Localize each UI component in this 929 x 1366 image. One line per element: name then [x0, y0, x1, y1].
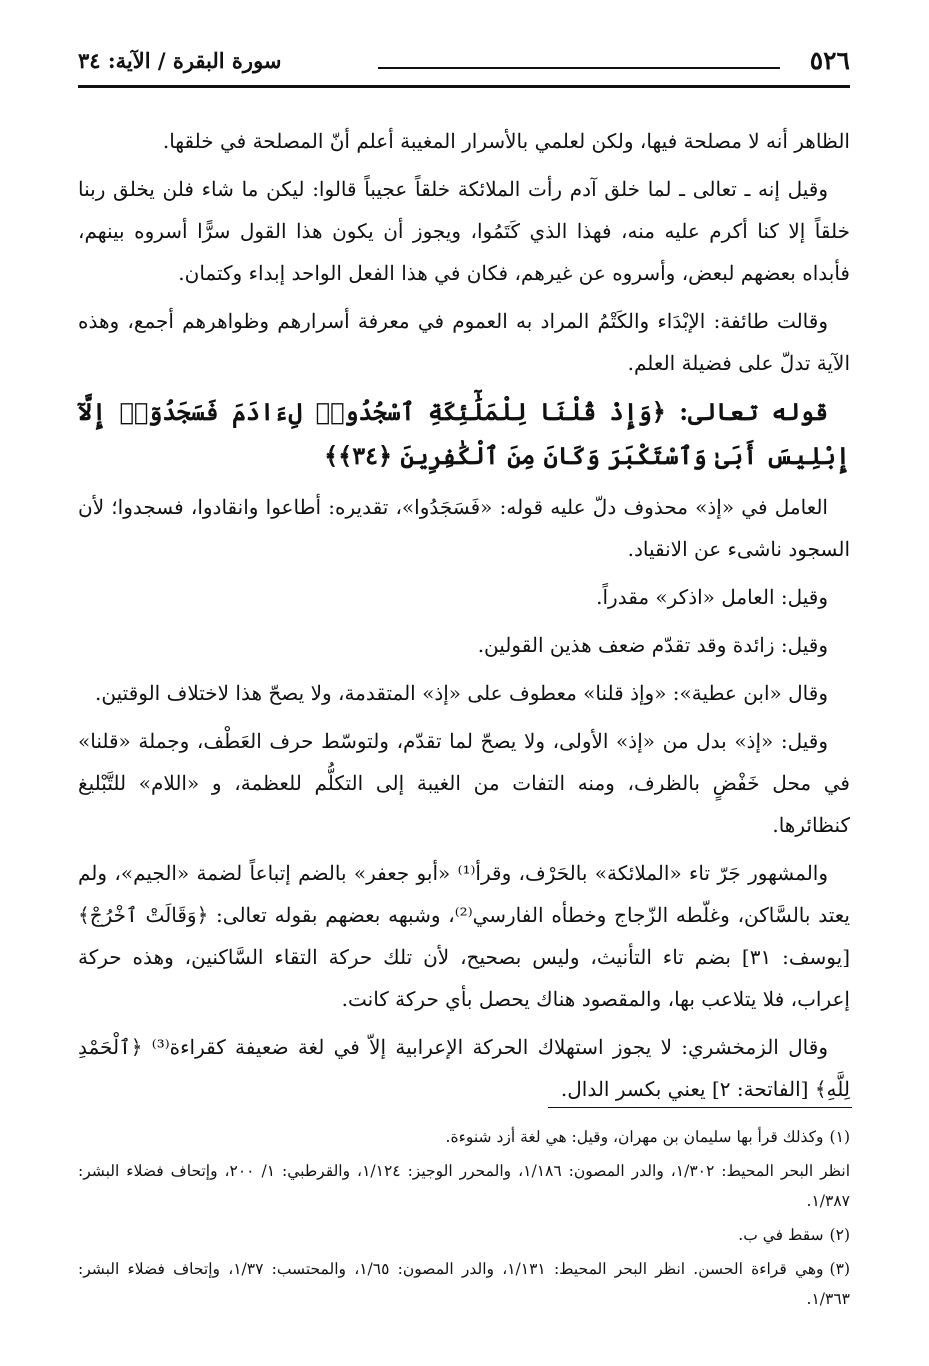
header-rule	[78, 85, 850, 88]
footnotes	[78, 1122, 850, 1318]
quran-verse: قوله تعالى: ﴿وَإِذْ قُلْنَا لِلْمَلَٰٓئِكَةِ ٱسْجُدُوا۟ لِءَادَمَ فَسَجَدُوٓا۟ إِلَّآ إِبْلِيسَ أَبَىٰ وَٱسْتَكْبَرَ وَكَانَ مِنَ ٱلْكَٰفِرِينَ ﴿٣٤﴾﴾	[78, 397, 850, 470]
footnote-text: انظر البحر المحيط: ١/٣٠٢، والدر المصون: ١/١٨٦، والمحرر الوجيز: ١/١٢٤، والقرطبي: ١/ ٢٠٠، وإتحاف فضلاء البشر: ١/٣٨٧.	[78, 1162, 851, 1210]
paragraph: وقيل: العامل «اذكر» مقدراً.	[596, 585, 828, 609]
footnote-separator	[548, 1107, 852, 1108]
paragraph: الظاهر أنه لا مصلحة فيها، ولكن لعلمي بالأسرار المغيبة أعلم أنّ المصلحة في خلقها.	[162, 129, 850, 153]
footnote-number: (٣)	[829, 1260, 850, 1278]
paragraph: وقال الزمخشري: لا يجوز استهلاك الحركة الإعرابية إلاّ في لغة ضعيفة كقراءة⁽³⁾ ﴿ٱلْحَمْدِ لِلَّهِ﴾ [الفاتحة: ٢] يعني بكسر الدال.	[78, 1035, 850, 1101]
header-divider-short	[378, 67, 780, 69]
paragraph: وقيل: «إذ» بدل من «إذ» الأولى، ولا يصحّ لما تقدّم، ولتوسّط حرف العَطْف، وجملة «قلنا» في محل خَفْضٍ بالظرف، ومنه التفات من الغيبة إلى التكلُّم للعظمة، و «اللام» للتَّبْليغ كنظائرها.	[78, 729, 850, 837]
paragraph: وقالت طائفة: الإبْدَاء والكَتْمُ المراد به العموم في معرفة أسرارهم وظواهرهم أجمع، وهذه الآية تدلّ على فضيلة العلم.	[78, 309, 850, 375]
page-number: ٥٢٦	[809, 46, 850, 75]
page-header	[78, 44, 850, 88]
footnote-number: (١)	[829, 1128, 850, 1146]
footnote	[78, 1220, 850, 1250]
paragraph: والمشهور جَرّ تاء «الملائكة» بالحَرْف، وقرأ⁽¹⁾ «أبو جعفر» بالضم إتباعاً لضمة «الجيم»، ولم يعتد بالسَّاكن، وغلّطه الزّجاج وخطأه الفارسي⁽²⁾، وشبهه بعضهم بقوله تعالى: ﴿وَقَالَتْ ٱخْرُجْ﴾ [يوسف: ٣١] بضم تاء التأنيث، وليس بصحيح، لأن تلك حركة التقاء السَّاكنين، وهذه حركة إعراب، فلا يتلاعب بها، والمقصود هناك يحصل بأي حركة كانت.	[78, 861, 850, 1011]
footnote	[78, 1122, 850, 1152]
paragraph: وقيل: زائدة وقد تقدّم ضعف هذين القولين.	[477, 633, 828, 657]
footnote	[78, 1156, 850, 1216]
paragraph: العامل في «إذ» محذوف دلّ عليه قوله: «فَسَجَدُوا»، تقديره: أطاعوا وانقادوا، فسجدوا؛ لأن السجود ناشىء عن الانقياد.	[78, 495, 850, 561]
paragraph: وقيل إنه ـ تعالى ـ لما خلق آدم رأت الملائكة خلقاً عجيباً قالوا: ليكن ما شاء فلن يخلق ربنا خلقاً إلا كنا أكرم عليه منه، فهذا الذي كَتَمُوا، ويجوز أن يكون هذا القول سرًّا أسروه بينهم، فأبداه بعضهم لبعض، وأسروه عن غيرهم، فكان في هذا الفعل الواحد إبداء وكتمان.	[78, 177, 850, 285]
footnote-text: وكذلك قرأ بها سليمان بن مهران، وقيل: هي لغة أزد شنوءة.	[445, 1128, 824, 1146]
footnote	[78, 1254, 850, 1314]
paragraph: وقال «ابن عطية»: «وإذ قلنا» معطوف على «إذ» المتقدمة، ولا يصحّ هذا لاختلاف الوقتين.	[95, 681, 828, 705]
footnote-text: سقط في ب.	[738, 1226, 824, 1244]
footnote-number: (٢)	[829, 1226, 850, 1244]
surah-verse-title: سورة البقرة / الآية: ٣٤	[78, 48, 282, 73]
footnote-text: وهي قراءة الحسن. انظر البحر المحيط: ١/١٣١، والدر المصون: ١/٦٥، والمحتسب: ١/٣٧، وإتحاف فضلاء البشر: ١/٣٦٣.	[78, 1260, 850, 1308]
main-text	[78, 120, 850, 1116]
